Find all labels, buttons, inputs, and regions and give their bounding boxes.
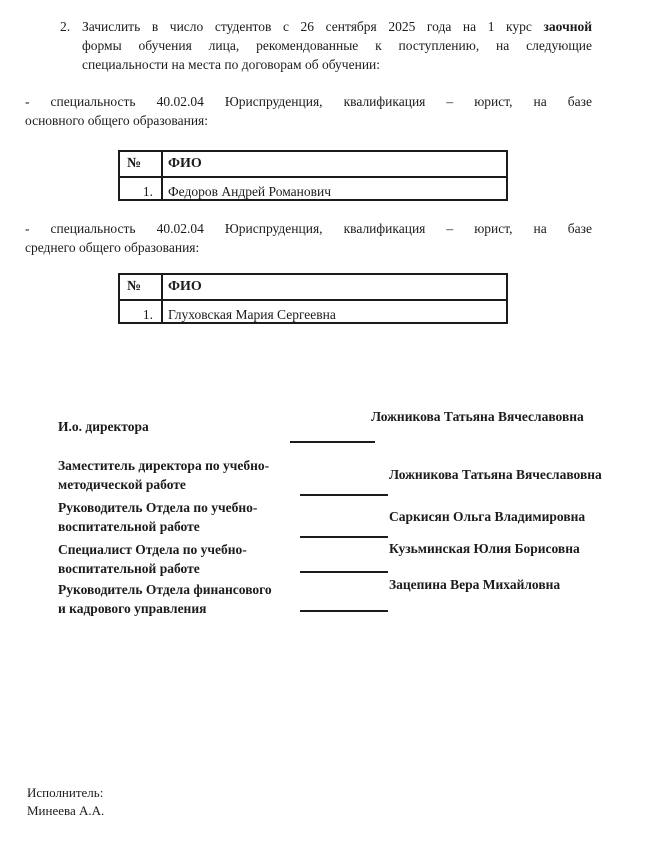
student-name: Федоров Андрей Романович [162, 177, 507, 200]
enrollment-text-bold: заочной [543, 19, 592, 34]
enrollment-paragraph-line-3: специальности на места по договорам об обучении: [82, 57, 381, 72]
signature-line [300, 610, 388, 612]
signature-line [290, 441, 375, 443]
table-header-row [119, 274, 507, 300]
paragraph-number: 2. [60, 19, 71, 34]
student-number: 1. [119, 177, 162, 200]
signature-line [300, 536, 388, 538]
students-table-1 [118, 150, 508, 201]
signature-position: Руководитель Отдела по учебно- воспитательной работе [58, 500, 258, 534]
signature-name: Зацепина Вера Михайловна [389, 577, 561, 592]
signature-name: Ложникова Татьяна Вячеславовна [389, 467, 602, 482]
specialty-paragraph-1 [25, 92, 592, 130]
table-header-row [119, 151, 507, 177]
signature-position: И.о. директора [58, 419, 149, 434]
signature-name: Ложникова Татьяна Вячеславовна [371, 409, 584, 424]
enrollment-paragraph [60, 17, 592, 74]
table-row [119, 177, 507, 200]
enrollment-paragraph-line-1 [82, 17, 592, 36]
students-table-2 [118, 273, 508, 324]
signature-line [300, 494, 388, 496]
signature-position: Заместитель директора по учебно- методической работе [58, 458, 270, 492]
signature-line [300, 571, 388, 573]
signature-position: Руководитель Отдела финансового и кадрового управления [58, 582, 272, 616]
student-number: 1. [119, 300, 162, 323]
column-header-fio: ФИО [162, 151, 507, 177]
specialty-1-line-1: - специальность 40.02.04 Юриспруденция, квалификация – юрист, на базе [25, 94, 592, 109]
table-row [119, 300, 507, 323]
signature-name: Кузьминская Юлия Борисовна [389, 541, 580, 556]
specialty-2-line-1: - специальность 40.02.04 Юриспруденция, квалификация – юрист, на базе [25, 221, 592, 236]
column-header-number: № [119, 151, 162, 177]
specialty-1-line-2: основного общего образования: [25, 113, 209, 128]
signature-name: Саркисян Ольга Владимировна [389, 509, 586, 524]
column-header-fio: ФИО [162, 274, 507, 300]
executor-label: Исполнитель: [27, 785, 104, 800]
enrollment-paragraph-line-2: формы обучения лица, рекомендованные к поступлению, на следующие [82, 38, 592, 53]
column-header-number: № [119, 274, 162, 300]
specialty-2-line-2: среднего общего образования: [25, 240, 200, 255]
executor-block [27, 784, 104, 820]
signature-position: Специалист Отдела по учебно- воспитательной работе [58, 542, 247, 576]
specialty-paragraph-2 [25, 219, 592, 257]
enrollment-text-regular: Зачислить в число студентов с 26 сентября 2025 года на 1 курс [82, 19, 544, 34]
student-name: Глуховская Мария Сергеевна [162, 300, 507, 323]
executor-name: Минеева А.А. [27, 803, 105, 818]
